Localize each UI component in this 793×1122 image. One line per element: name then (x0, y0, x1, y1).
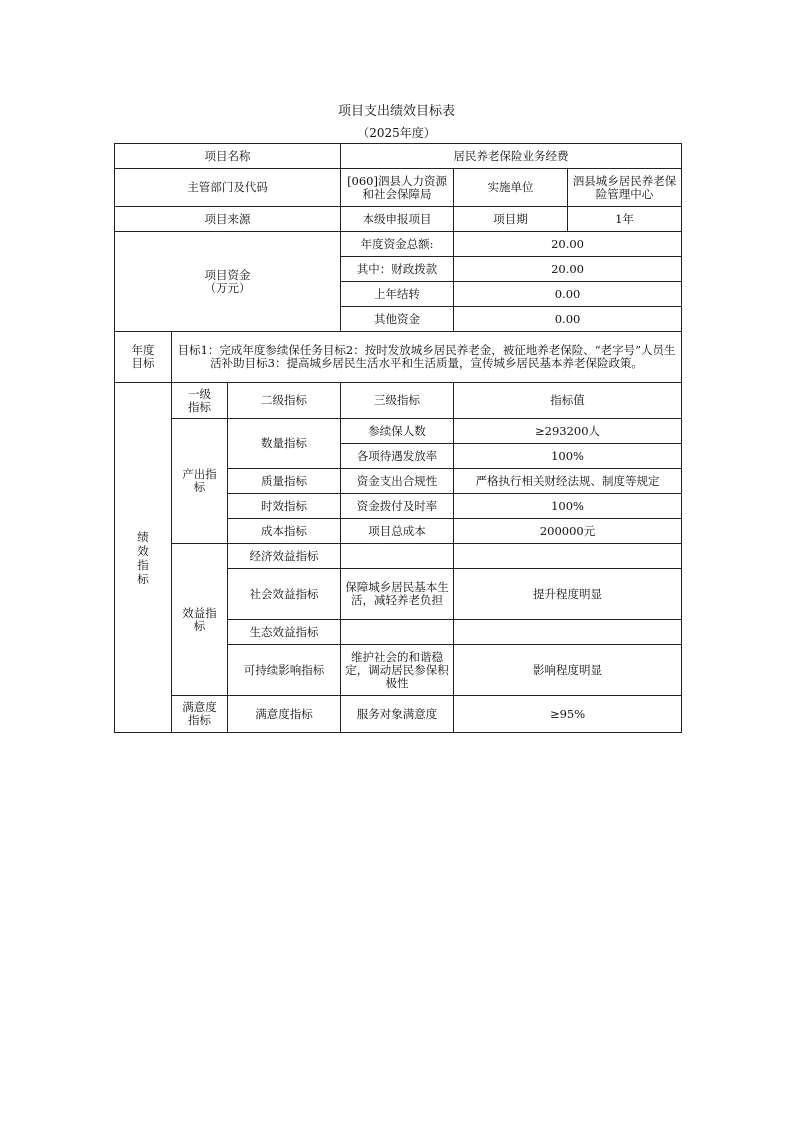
header-value: 指标值 (454, 383, 682, 419)
indicator-value: 严格执行相关财经法规、制度等规定 (454, 469, 682, 494)
economic-name-empty (341, 544, 454, 569)
sustain-label: 可持续影响指标 (228, 645, 341, 696)
header-level3: 三级指标 (341, 383, 454, 419)
indicator-name: 维护社会的和谐稳定，调动居民参保积极性 (341, 645, 454, 696)
table-title: 项目支出绩效目标表 (337, 104, 455, 119)
funds-total-value: 20.00 (454, 232, 682, 257)
funds-fiscal-value: 20.00 (454, 257, 682, 282)
timeliness-label: 时效指标 (228, 494, 341, 519)
ecological-value-empty (454, 620, 682, 645)
indicator-name: 服务对象满意度 (341, 696, 454, 733)
table-year: （2025年度） (357, 126, 436, 140)
indicator-value: 100% (454, 494, 682, 519)
funds-other-value: 0.00 (454, 307, 682, 332)
funds-other-label: 其他资金 (341, 307, 454, 332)
indicator-name: 资金支出合规性 (341, 469, 454, 494)
indicators-section-cell (115, 383, 172, 733)
indicator-name: 项目总成本 (341, 519, 454, 544)
dept-label: 主管部门及代码 (115, 169, 341, 207)
period-value: 1年 (568, 207, 682, 232)
project-name-value: 居民养老保险业务经费 (341, 144, 682, 169)
satisfaction-label: 满意度 指标 (172, 696, 228, 733)
indicators-section-label: 绩效指标 (137, 529, 149, 586)
indicator-name: 各项待遇发放率 (341, 444, 454, 469)
source-value: 本级申报项目 (341, 207, 454, 232)
output-label: 产出指 标 (172, 419, 228, 544)
header-level1: 一级 指标 (172, 383, 228, 419)
funds-carryover-label: 上年结转 (341, 282, 454, 307)
ecological-label: 生态效益指标 (228, 620, 341, 645)
funds-total-label: 年度资金总额: (341, 232, 454, 257)
economic-value-empty (454, 544, 682, 569)
quantity-label: 数量指标 (228, 419, 341, 469)
impl-label: 实施单位 (454, 169, 568, 207)
period-label: 项目期 (454, 207, 568, 232)
indicator-value: ≥293200人 (454, 419, 682, 444)
indicator-name: 保障城乡居民基本生活，减轻养老负担 (341, 569, 454, 620)
ecological-name-empty (341, 620, 454, 645)
project-name-label: 项目名称 (115, 144, 341, 169)
funds-label: 项目资金 （万元） (115, 232, 341, 332)
source-label: 项目来源 (115, 207, 341, 232)
indicator-name: 资金拨付及时率 (341, 494, 454, 519)
satisfaction-level2: 满意度指标 (228, 696, 341, 733)
dept-value: [060]泗县人力资源和社会保障局 (341, 169, 454, 207)
impl-value: 泗县城乡居民养老保险管理中心 (568, 169, 682, 207)
quality-label: 质量指标 (228, 469, 341, 494)
header-level2: 二级指标 (228, 383, 341, 419)
indicator-value: 200000元 (454, 519, 682, 544)
economic-label: 经济效益指标 (228, 544, 341, 569)
goal-label: 年度 目标 (115, 332, 172, 383)
indicator-value: 影响程度明显 (454, 645, 682, 696)
funds-fiscal-label: 其中：财政拨款 (341, 257, 454, 282)
indicator-name: 参续保人数 (341, 419, 454, 444)
indicator-value: ≥95% (454, 696, 682, 733)
benefit-label: 效益指 标 (172, 544, 228, 696)
performance-target-table (114, 143, 682, 733)
goal-text: 目标1：完成年度参续保任务目标2：按时发放城乡居民养老金，被征地养老保险、“老字号”人员生活补助目标3：提高城乡居民生活水平和生活质量，宣传城乡居民基本养老保险政策。 (172, 332, 682, 383)
funds-carryover-value: 0.00 (454, 282, 682, 307)
cost-label: 成本指标 (228, 519, 341, 544)
indicator-value: 提升程度明显 (454, 569, 682, 620)
social-label: 社会效益指标 (228, 569, 341, 620)
indicator-value: 100% (454, 444, 682, 469)
